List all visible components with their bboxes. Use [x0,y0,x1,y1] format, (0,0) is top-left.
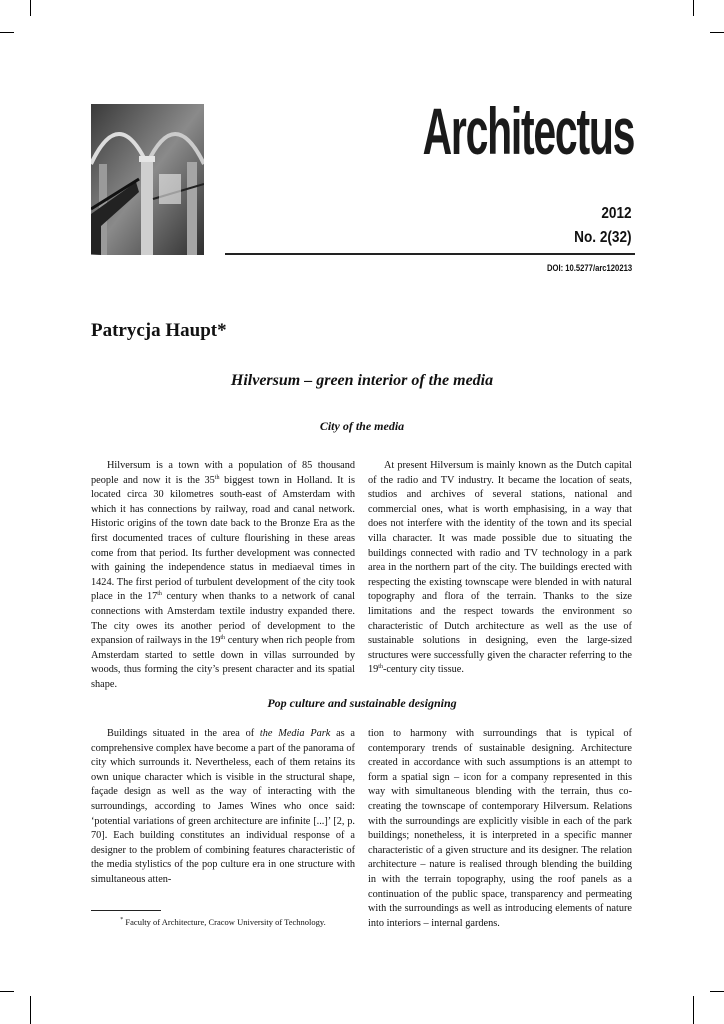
author-name: Patrycja Haupt* [91,320,227,341]
crop-mark [710,32,724,33]
section1-right-column [368,459,632,678]
crop-mark [0,32,14,33]
header-rule [225,253,635,255]
paragraph: At present Hilversum is mainly known as the Dutch capital of the radio and TV industry. It became the location of seats, studios and archives of several stations, national and commercial ones, what is worth emphasising, in a way that does not interfere with the identity of the town and its special villa character. It was made possible due to situating the buildings connected with radio and TV technology in a park area in the northern part of the city. The buildings erected with respecting the existing townscape were blended in with natural topography and flora of the terrain. Thanks to the size limitations and the respect towards the environment so characteristic of Dutch architecture as well as the use of sustainable solutions in designing, even the large-sized structures were successfully given the character referring to the 19th-century city tissue. [368,460,632,676]
staircase-photo [91,104,204,255]
crop-mark [693,0,694,16]
crop-mark [30,996,31,1024]
crop-mark [0,991,14,992]
crop-mark [693,996,694,1024]
crop-mark [30,0,31,16]
crop-mark [710,991,724,992]
section2-left-column [91,727,355,888]
footnote-rule [91,910,161,911]
section-heading-pop-culture: Pop culture and sustainable designing [267,696,457,710]
paragraph: Buildings situated in the area of the Media Park as a comprehensive complex have become a part of the panorama of city which surrounds it. Nevertheless, each of them retains its own unique character which is visible in the structural shape, façade design as well as the way of interacting with the surroundings, according to James Wines who once said: ‘potential variations of green architecture are infinite [...]’ [2, p. 70]. Each building constitutes an individual response of a designer to the problem of combining features characteristic of the media stylistics of the pop culture era in one structure with simultaneous atten- [91,728,355,885]
paragraph: Hilversum is a town with a population of 85 thousand people and now it is the 35th biggest town in Holland. It is located circa 30 kilometres south-east of Amsterdam with which it has connections by railway, road and canal network. Historic origins of the town date back to the Bronze Era as the first documented traces of culture flourishing in these areas come from that period. Its further development was connected with gaining the independence status in mediaeval times in 1424. The first period of turbulent development of the city took place in the 17th century when thanks to a network of canal connections with Amsterdam textile industry expanded there. The city owes its another period of development to the expansion of railways in the 19th century when rich people from Amsterdam started to settle down in villas surrounded by woods, thus forming the city’s present character and its spatial shape. [91,460,355,690]
section-heading-city-of-media: City of the media [319,419,405,433]
footnote: * Faculty of Architecture, Cracow University of Technology. [120,917,326,927]
section1-left-column [91,459,355,693]
journal-issue: No. 2(32) [574,229,632,246]
journal-year: 2012 [601,205,632,222]
article-title: Hilversum – green interior of the media [230,372,494,389]
doi: DOI: 10.5277/arc120213 [546,263,632,273]
section2-right-column [368,727,632,931]
journal-name: Architectus [422,94,634,168]
paragraph: tion to harmony with surroundings that is typical of contemporary trends of sustainable designing. Architecture created in accordance with such assumptions is an attempt to form a spatial sign – icon for a company represented in this way with simultaneous blending with the terrain, thus co-creating the townscape of contemporary Hilversum. Relations with the surroundings are explicitly visible in each of the park buildings; nonetheless, it is interpreted in a specific manner characteristic of a given structure and its designer. The relation architecture – nature is realised through blending the building in with the terrain topography, using the roof panels as a continuation of the public space, transparency and permeating with the surroundings as well as introducing elements of nature into interiors – internal gardens. [368,728,632,929]
